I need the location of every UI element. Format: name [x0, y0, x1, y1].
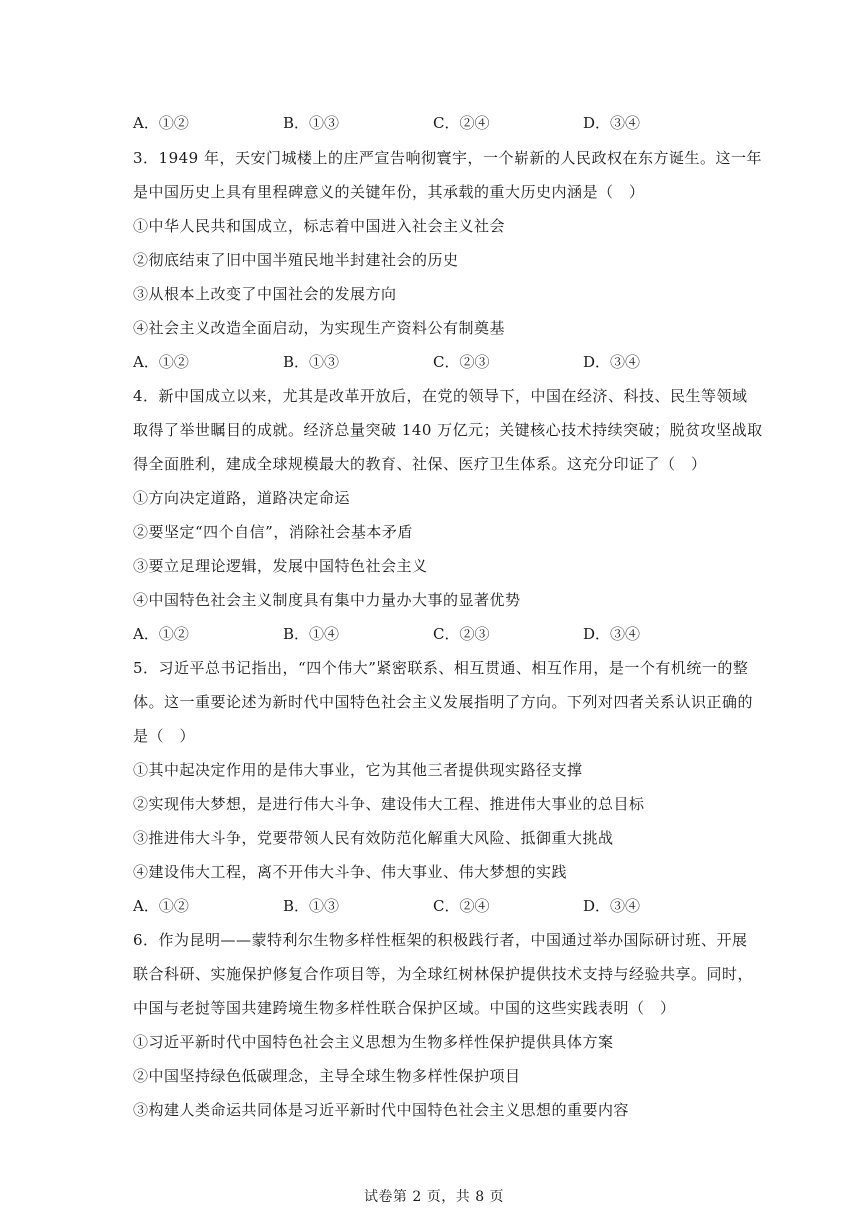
question-stem: 得全面胜利，建成全球规模最大的教育、社保、医疗卫生体系。这充分印证了（ ）	[133, 455, 707, 473]
option-c: C．②④	[433, 897, 490, 915]
question-stem: 取得了举世瞩目的成就。经济总量突破 140 万亿元；关键核心技术持续突破；脱贫攻坚战取	[133, 421, 763, 439]
statement: ①中华人民共和国成立，标志着中国进入社会主义社会	[133, 217, 506, 235]
question-stem: 联合科研、实施保护修复合作项目等，为全球红树林保护提供技术支持与经验共享。同时，	[133, 965, 754, 983]
question-stem: 是中国历史上具有里程碑意义的关键年份，其承载的重大历史内涵是（ ）	[133, 183, 645, 201]
option-b: B．①③	[283, 897, 340, 915]
option-a: A．①②	[133, 353, 189, 371]
statement: ②实现伟大梦想，是进行伟大斗争、建设伟大工程、推进伟大事业的总目标	[133, 795, 645, 813]
option-c: C．②③	[433, 353, 490, 371]
statement: ②要坚定“四个自信”，消除社会基本矛盾	[133, 523, 413, 541]
statement: ③要立足理论逻辑，发展中国特色社会主义	[133, 557, 428, 575]
page-footer: 试卷第 2 页，共 8 页	[363, 1189, 505, 1205]
question-stem: 中国与老挝等国共建跨境生物多样性联合保护区域。中国的这些实践表明（ ）	[133, 999, 676, 1017]
answer-options	[133, 624, 693, 644]
option-c: C．②③	[433, 625, 490, 643]
option-c: C．②④	[433, 114, 490, 132]
statement: ①习近平新时代中国特色社会主义思想为生物多样性保护提供具体方案	[133, 1033, 614, 1051]
statement: ①方向决定道路，道路决定命运	[133, 489, 351, 507]
answer-options	[133, 113, 693, 133]
answer-options	[133, 352, 693, 372]
option-b: B．①③	[283, 353, 340, 371]
question-stem: 6．作为昆明——蒙特利尔生物多样性框架的积极践行者，中国通过举办国际研讨班、开展	[133, 931, 748, 949]
statement: ④中国特色社会主义制度具有集中力量办大事的显著优势	[133, 591, 521, 609]
option-d: D．③④	[583, 114, 641, 132]
answer-options	[133, 896, 693, 916]
statement: ③推进伟大斗争，党要带领人民有效防范化解重大风险、抵御重大挑战	[133, 829, 614, 847]
question-stem: 体。这一重要论述为新时代中国特色社会主义发展指明了方向。下列对四者关系认识正确的	[133, 693, 754, 711]
question-stem: 3．1949 年，天安门城楼上的庄严宣告响彻寰宇，一个崭新的人民政权在东方诞生。这一年	[133, 149, 762, 167]
question-stem: 5．习近平总书记指出，“四个伟大”紧密联系、相互贯通、相互作用，是一个有机统一的整	[133, 659, 749, 677]
question-stem: 4．新中国成立以来，尤其是改革开放后，在党的领导下，中国在经济、科技、民生等领域	[133, 387, 748, 405]
option-d: D．③④	[583, 625, 641, 643]
option-a: A．①②	[133, 625, 189, 643]
statement: ③从根本上改变了中国社会的发展方向	[133, 285, 397, 303]
option-d: D．③④	[583, 353, 641, 371]
option-a: A．①②	[133, 897, 189, 915]
option-a: A．①②	[133, 114, 189, 132]
question-stem: 是（ ）	[133, 727, 196, 745]
statement: ④社会主义改造全面启动，为实现生产资料公有制奠基	[133, 319, 506, 337]
statement: ②彻底结束了旧中国半殖民地半封建社会的历史	[133, 251, 459, 269]
option-b: B．①④	[283, 625, 340, 643]
statement: ①其中起决定作用的是伟大事业，它为其他三者提供现实路径支撑	[133, 761, 583, 779]
statement: ④建设伟大工程，离不开伟大斗争、伟大事业、伟大梦想的实践	[133, 863, 568, 881]
option-d: D．③④	[583, 897, 641, 915]
option-b: B．①③	[283, 114, 340, 132]
statement: ③构建人类命运共同体是习近平新时代中国特色社会主义思想的重要内容	[133, 1101, 630, 1119]
statement: ②中国坚持绿色低碳理念，主导全球生物多样性保护项目	[133, 1067, 521, 1085]
